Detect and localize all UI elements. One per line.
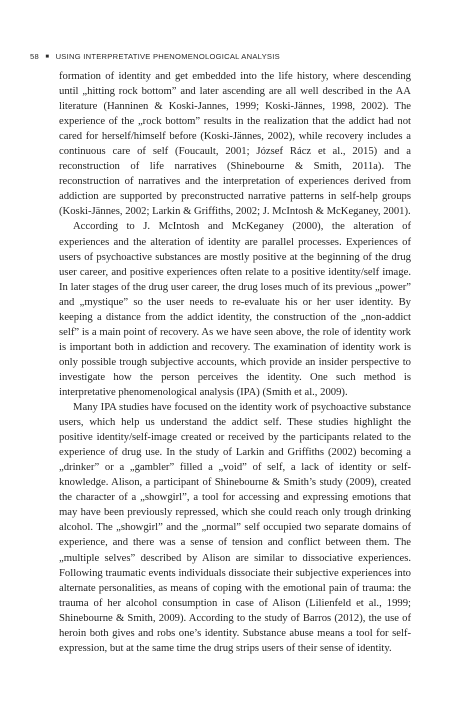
header-separator-square: ■ <box>45 54 50 60</box>
body-text <box>59 69 411 656</box>
running-title: USING INTERPRETATIVE PHENOMENOLOGICAL ANALYSIS <box>55 52 280 61</box>
paragraph-continued: formation of identity and get embedded into the life history, where descending until „hitting rock bottom” and later ascending are all well described in the AA literature (Hanninen & Koski-Jannes, 1999; Koski-Jännes, 1998, 2002). The experience of the „rock bottom” results in the realization that the addict had not cared for herself/himself before (Koski-Jännes, 2002), while recovery includes a continuous care of self (Foucault, 2001; József Rácz et al., 2015) and a reconstruction of life narratives (Shinebourne & Smith, 2011a). The reconstruction of narratives and the interpretation of experiences derived from addiction are supported by preconstructed narrative patterns in self-help groups (Koski-Jännes, 2002; Larkin & Griffiths, 2002; J. McIntosh & McKeganey, 2001). <box>59 71 411 218</box>
running-header <box>30 52 430 61</box>
paragraph-mcintosh: According to J. McIntosh and McKeganey (2000), the alteration of experiences and the alteration of identity are parallel processes. Experiences of users of psychoactive substances are mostly positive at the beginning of the drug user career, and positive experiences often relate to a positive identity/self image. In later stages of the drug user career, the drug loses much of its previous „power” and „mystique” so the user needs to re-evaluate his or her user identity. By keeping a distance from the addict identity, the construction of the „non-addict self” is a main point of recovery. As we have seen above, the role of identity work is important both in addiction and recovery. The examination of identity work is only possible trough subjective accounts, which provide an insider perspective to investigate how the person perceives the identity. One such method is interpretative phenomenological analysis (IPA) (Smith et al., 2009). <box>59 221 411 398</box>
paragraph-ipa-studies: Many IPA studies have focused on the identity work of psychoactive substance users, which help us understand the addict self. These studies highlight the positive identity/self-image created or received by the participants related to the experience of drug use. In the study of Larkin and Griffiths (2002) becoming a „drinker” or a „gambler” filled a „void” of self, a lack of identity or self-knowledge. Alison, a participant of Shinebourne & Smith’s study (2009), created the character of a „showgirl”, a tool for accessing and expressing emotions that may have been previously repressed, which she could reach only trough drinking alcohol. The „showgirl” and the „normal” self occupied two separate domains of experience, and there was a sense of tension and conflict between them. The „multiple selves” described by Alison are similar to dissociative experiences. Following traumatic events individuals dissociate their subjective experiences into alternate personalities, as means of coping with the emotional pain of trauma: the trauma of her alcohol consumption in case of Alison (Lilienfeld et al., 1999; Shinebourne & Smith, 2009). According to the study of Barros (2012), the use of heroin both gives and robs one’s identity. Substance abuse means a tool for self-expression, but at the same time the drug strips users of their sense of identity. <box>59 402 411 654</box>
page-number: 58 <box>30 52 39 61</box>
